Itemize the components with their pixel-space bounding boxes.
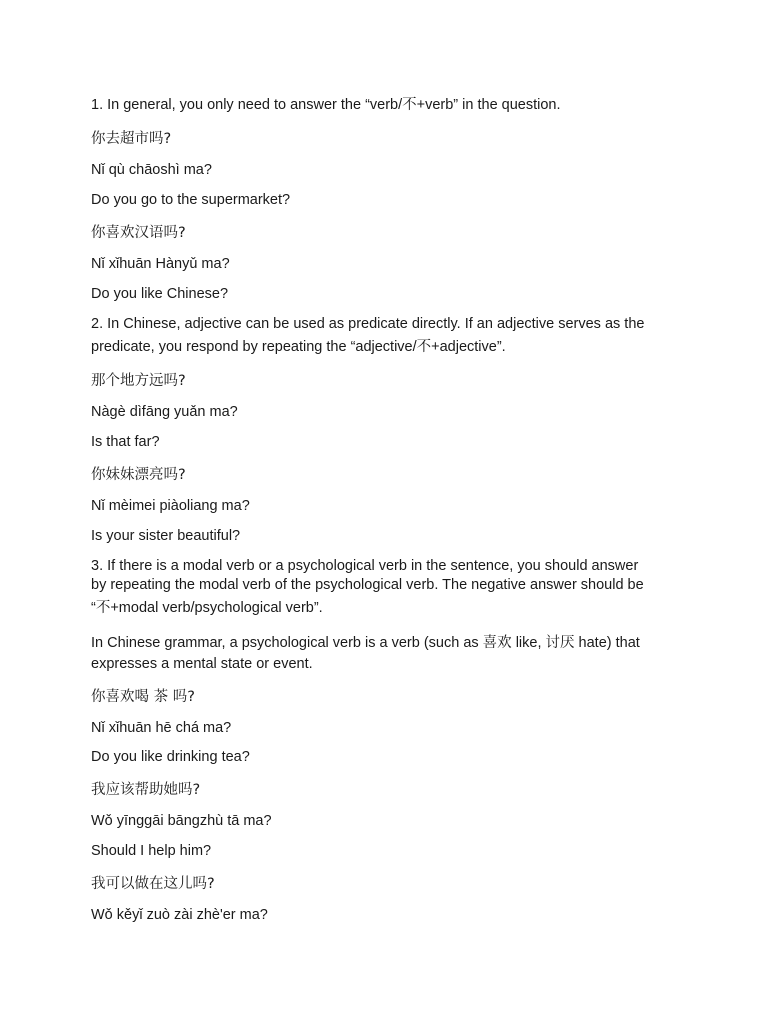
example-pinyin: Nàgè dìfāng yuǎn ma?: [91, 404, 238, 420]
example-english: Do you like Chinese?: [91, 286, 229, 302]
rule-3-text-line-3: “不+modal verb/psychological verb”.: [91, 600, 323, 616]
rule-2-text-line-1: 2. In Chinese, adjective can be used as predicate directly. If an adjective serves as the: [91, 316, 645, 332]
example-pinyin: Nǐ xǐhuān hē chá ma?: [91, 720, 232, 736]
example-hanzi: 你妹妹漂亮吗?: [91, 467, 186, 483]
psych-verb-note-line-1: In Chinese grammar, a psychological verb is a verb (such as 喜欢 like, 讨厌 hate) that: [91, 635, 640, 651]
example-hanzi: 你去超市吗?: [91, 131, 172, 147]
example-english: Should I help him?: [91, 843, 212, 859]
psych-verb-note-line-2: expresses a mental state or event.: [91, 656, 313, 672]
example-pinyin: Nǐ qù chāoshì ma?: [91, 162, 212, 178]
example-hanzi: 那个地方远吗?: [91, 373, 186, 389]
example-pinyin: Nǐ mèimei piàoliang ma?: [91, 498, 250, 514]
example-hanzi: 我可以做在这儿吗?: [91, 876, 215, 892]
rule-1-text: 1. In general, you only need to answer the “verb/不+verb” in the question.: [91, 97, 561, 113]
example-english: Is that far?: [91, 434, 160, 450]
example-hanzi: 我应该帮助她吗?: [91, 782, 201, 798]
example-english: Is your sister beautiful?: [91, 528, 241, 544]
example-pinyin: Nǐ xǐhuān Hànyǔ ma?: [91, 256, 230, 272]
example-pinyin: Wǒ kěyǐ zuò zài zhè'er ma?: [91, 907, 268, 923]
rule-2-text-line-2: predicate, you respond by repeating the “adjective/不+adjective”.: [91, 339, 506, 355]
rule-3-text-line-2: by repeating the modal verb of the psychological verb. The negative answer should be: [91, 577, 644, 593]
example-english: Do you go to the supermarket?: [91, 192, 291, 208]
example-hanzi: 你喜欢汉语吗?: [91, 225, 186, 241]
example-pinyin: Wǒ yīnggāi bāngzhù tā ma?: [91, 813, 272, 829]
rule-3-text-line-1: 3. If there is a modal verb or a psychological verb in the sentence, you should answer: [91, 558, 639, 574]
example-english: Do you like drinking tea?: [91, 749, 250, 765]
example-hanzi: 你喜欢喝 茶 吗?: [91, 689, 195, 705]
